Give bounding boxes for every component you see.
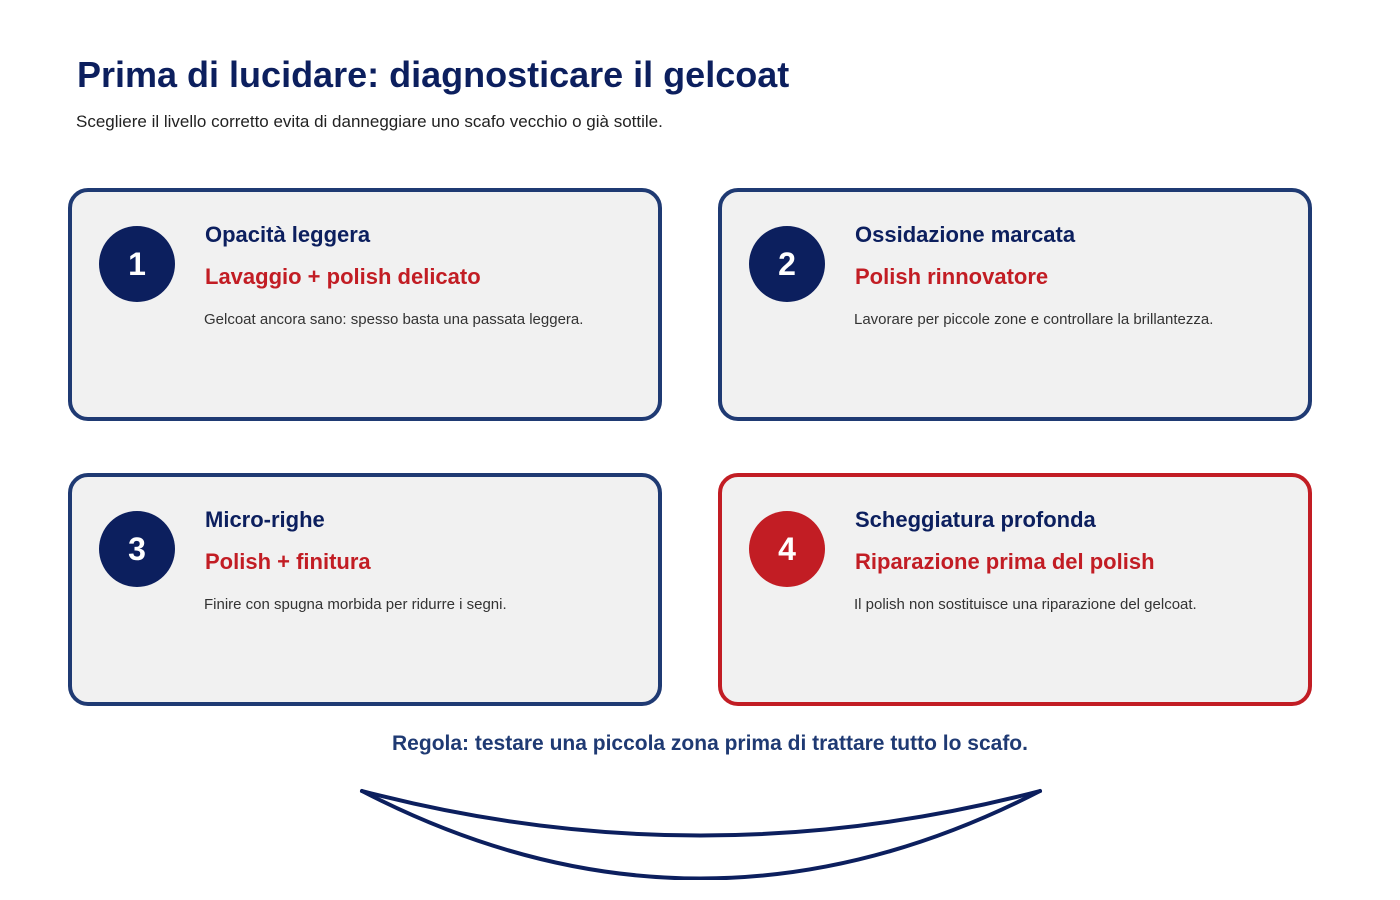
card-action: Polish + finitura [205, 549, 371, 574]
step-number-badge: 4 [749, 511, 825, 587]
step-number-badge: 3 [99, 511, 175, 587]
footer-rule: Regola: testare una piccola zona prima di trattare tutto lo scafo. [392, 732, 1028, 755]
card-action: Lavaggio + polish delicato [205, 264, 481, 289]
card-opacity [68, 188, 662, 421]
card-description: Finire con spugna morbida per ridurre i segni. [204, 596, 507, 613]
card-condition: Micro-righe [205, 507, 325, 532]
hull-deck-line [362, 791, 1040, 836]
card-condition: Scheggiatura profonda [855, 507, 1096, 532]
page-subtitle: Scegliere il livello corretto evita di danneggiare uno scafo vecchio o già sottile. [76, 112, 663, 131]
step-number-badge: 2 [749, 226, 825, 302]
page-title: Prima di lucidare: diagnosticare il gelcoat [77, 54, 790, 95]
card-oxidation [718, 188, 1312, 421]
card-condition: Opacità leggera [205, 222, 371, 247]
card-micro-scratches [68, 473, 662, 706]
boat-hull-icon [350, 780, 1050, 880]
card-deep-chipping [718, 473, 1312, 706]
step-number-badge: 1 [99, 226, 175, 302]
card-description: Lavorare per piccole zone e controllare la brillantezza. [854, 311, 1214, 328]
card-condition: Ossidazione marcata [855, 222, 1076, 247]
card-description: Gelcoat ancora sano: spesso basta una passata leggera. [204, 311, 584, 328]
card-action: Riparazione prima del polish [855, 549, 1155, 574]
card-action: Polish rinnovatore [855, 264, 1049, 289]
card-description: Il polish non sostituisce una riparazione del gelcoat. [854, 596, 1197, 613]
